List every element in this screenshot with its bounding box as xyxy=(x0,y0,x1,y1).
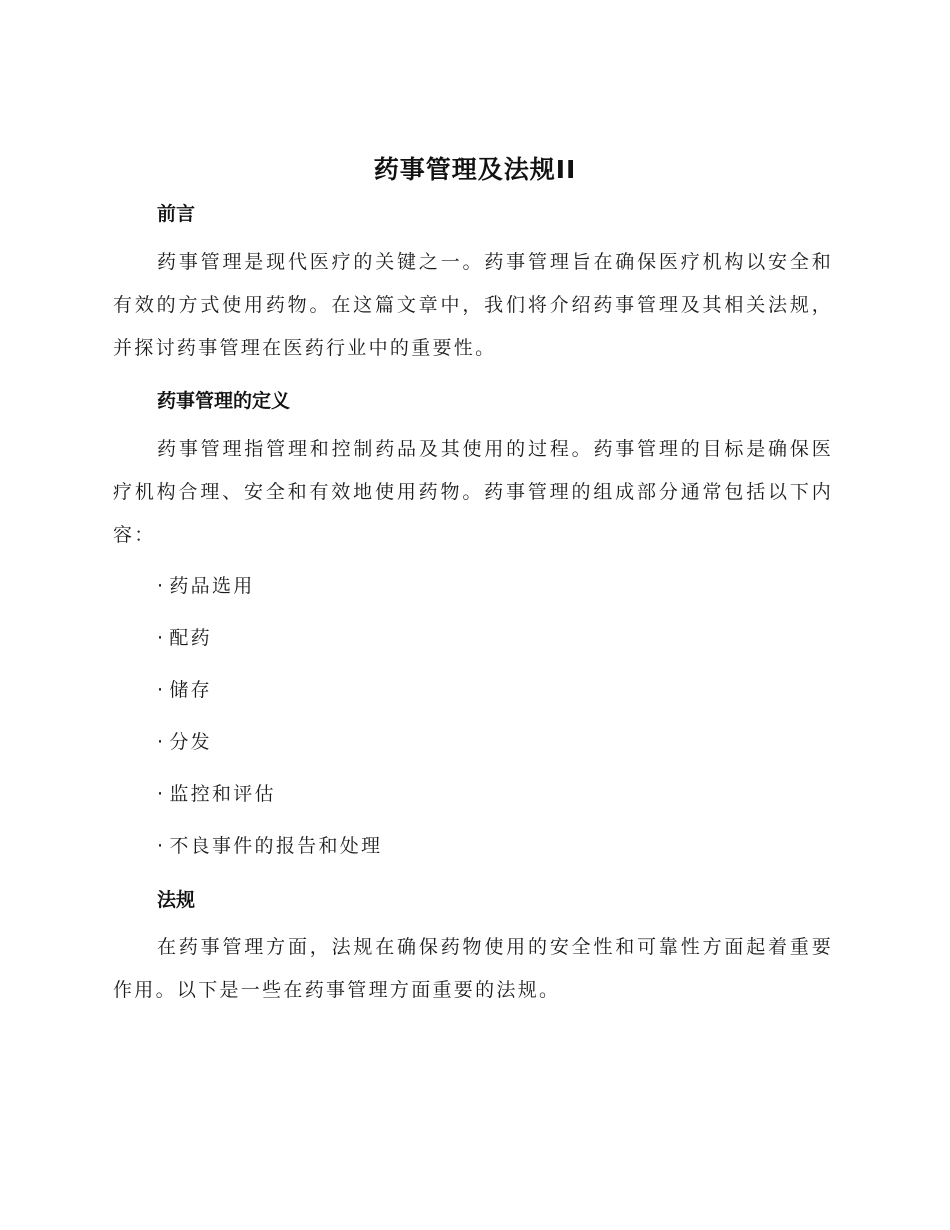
section-heading-regulations: 法规 xyxy=(157,889,196,911)
section-heading-definition: 药事管理的定义 xyxy=(157,390,291,412)
definition-paragraph: 药事管理指管理和控制药品及其使用的过程。药事管理的目标是确保医疗机构合理、安全和有效地使用药物。药事管理的组成部分通常包括以下内容： xyxy=(113,438,833,546)
document-title: 药事管理及法规II xyxy=(373,155,577,184)
list-item xyxy=(157,778,382,830)
bullet-dot-icon: · xyxy=(157,575,166,597)
list-item-label: 药品选用 xyxy=(169,575,255,597)
list-item xyxy=(157,830,382,882)
section-heading-preface: 前言 xyxy=(157,203,196,225)
regulations-paragraph: 在药事管理方面，法规在确保药物使用的安全性和可靠性方面起着重要作用。以下是一些在药事管理方面重要的法规。 xyxy=(113,936,833,1001)
bullet-dot-icon: · xyxy=(157,679,166,701)
list-item xyxy=(157,726,382,778)
preface-paragraph: 药事管理是现代医疗的关键之一。药事管理旨在确保医疗机构以安全和有效的方式使用药物。在这篇文章中，我们将介绍药事管理及其相关法规，并探讨药事管理在医药行业中的重要性。 xyxy=(113,251,833,359)
list-item xyxy=(157,622,382,674)
list-item-label: 监控和评估 xyxy=(169,783,276,805)
bullet-dot-icon: · xyxy=(157,835,166,857)
list-item-label: 分发 xyxy=(169,731,212,753)
bullet-dot-icon: · xyxy=(157,783,166,805)
list-item-label: 储存 xyxy=(169,679,212,701)
list-item xyxy=(157,570,382,622)
list-item xyxy=(157,674,382,726)
bullet-dot-icon: · xyxy=(157,627,166,649)
components-list xyxy=(157,570,382,882)
bullet-dot-icon: · xyxy=(157,731,166,753)
list-item-label: 不良事件的报告和处理 xyxy=(169,835,383,857)
list-item-label: 配药 xyxy=(169,627,212,649)
